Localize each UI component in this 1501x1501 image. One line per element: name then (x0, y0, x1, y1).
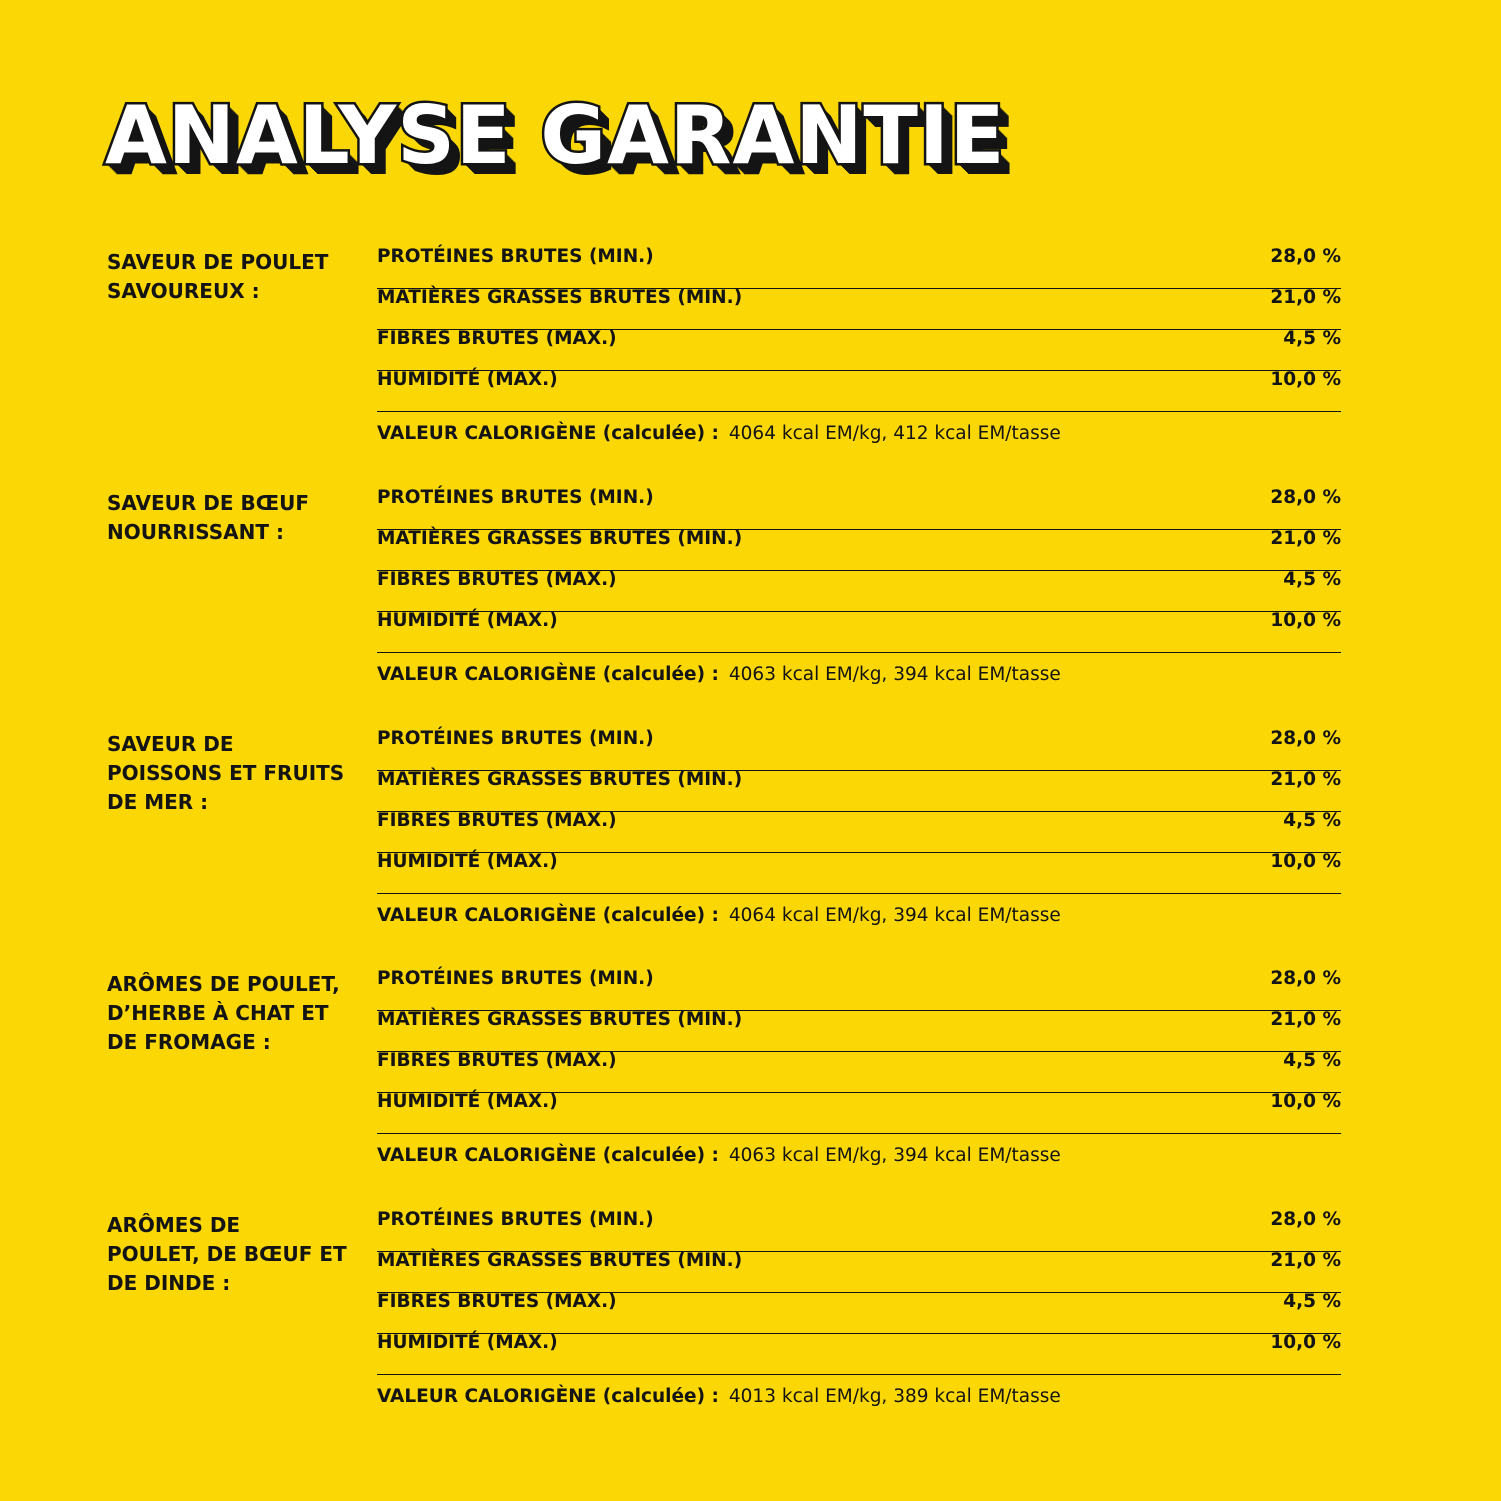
calorie-line (377, 1134, 1341, 1178)
nutrient-label: HUMIDITÉ (MAX.) (377, 1332, 558, 1353)
calorie-line (377, 653, 1341, 697)
analysis-section-beef (107, 489, 1341, 709)
nutrient-value: 4,5 % (1283, 1291, 1341, 1312)
analysis-section-chicken (107, 248, 1341, 468)
analysis-section-turkey (107, 1211, 1341, 1431)
nutrient-row-protein (377, 970, 1341, 1011)
analysis-section-seafood (107, 730, 1341, 950)
nutrient-value: 28,0 % (1270, 968, 1341, 989)
nutrient-value: 28,0 % (1270, 728, 1341, 749)
nutrient-label: HUMIDITÉ (MAX.) (377, 369, 558, 390)
nutrient-row-fiber (377, 571, 1341, 612)
page-title: ANALYSE GARANTIE (105, 89, 1006, 182)
nutrient-value: 4,5 % (1283, 328, 1341, 349)
flavor-name: SAVEUR DE BŒUF NOURRISSANT : (107, 491, 309, 544)
nutrient-row-protein (377, 1211, 1341, 1252)
nutrient-table (377, 970, 1341, 1178)
nutrient-value: 10,0 % (1270, 1091, 1341, 1112)
nutrient-label: PROTÉINES BRUTES (MIN.) (377, 968, 654, 989)
calorie-value: 4064 kcal EM/kg, 394 kcal EM/tasse (728, 905, 1061, 926)
calorie-value: 4064 kcal EM/kg, 412 kcal EM/tasse (728, 423, 1061, 444)
nutrient-label: HUMIDITÉ (MAX.) (377, 851, 558, 872)
calorie-label: VALEUR CALORIGÈNE (calculée) : (377, 905, 719, 926)
nutrient-value: 28,0 % (1270, 246, 1341, 267)
nutrient-label: MATIÈRES GRASSES BRUTES (MIN.) (377, 287, 743, 308)
nutrient-label: PROTÉINES BRUTES (MIN.) (377, 246, 654, 267)
nutrient-label: FIBRES BRUTES (MAX.) (377, 810, 617, 831)
nutrient-label: MATIÈRES GRASSES BRUTES (MIN.) (377, 1009, 743, 1030)
nutrient-value: 10,0 % (1270, 851, 1341, 872)
nutrient-value: 10,0 % (1270, 369, 1341, 390)
calorie-value: 4013 kcal EM/kg, 389 kcal EM/tasse (728, 1386, 1061, 1407)
analysis-section-catnip (107, 970, 1341, 1190)
nutrient-value: 21,0 % (1270, 769, 1341, 790)
nutrient-value: 28,0 % (1270, 1209, 1341, 1230)
flavor-name: ARÔMES DE POULET, D’HERBE À CHAT ET DE FROMAGE : (107, 972, 340, 1054)
nutrient-label: HUMIDITÉ (MAX.) (377, 610, 558, 631)
nutrient-value: 10,0 % (1270, 610, 1341, 631)
nutrient-label: PROTÉINES BRUTES (MIN.) (377, 728, 654, 749)
nutrient-row-fiber (377, 1293, 1341, 1334)
nutrient-label: MATIÈRES GRASSES BRUTES (MIN.) (377, 528, 743, 549)
nutrient-table (377, 1211, 1341, 1419)
nutrient-row-fat (377, 771, 1341, 812)
calorie-label: VALEUR CALORIGÈNE (calculée) : (377, 423, 719, 444)
nutrient-row-fat (377, 530, 1341, 571)
calorie-label: VALEUR CALORIGÈNE (calculée) : (377, 1386, 719, 1407)
nutrient-row-fiber (377, 1052, 1341, 1093)
nutrient-label: PROTÉINES BRUTES (MIN.) (377, 487, 654, 508)
nutrient-value: 21,0 % (1270, 287, 1341, 308)
calorie-line (377, 412, 1341, 456)
nutrient-label: MATIÈRES GRASSES BRUTES (MIN.) (377, 1250, 743, 1271)
nutrient-label: FIBRES BRUTES (MAX.) (377, 1291, 617, 1312)
nutrient-table (377, 730, 1341, 938)
nutrient-row-moisture (377, 1093, 1341, 1134)
nutrient-row-fiber (377, 812, 1341, 853)
nutrient-value: 21,0 % (1270, 1250, 1341, 1271)
flavor-name: SAVEUR DE POULET SAVOUREUX : (107, 250, 329, 303)
nutrient-value: 10,0 % (1270, 1332, 1341, 1353)
nutrient-value: 4,5 % (1283, 569, 1341, 590)
nutrient-label: HUMIDITÉ (MAX.) (377, 1091, 558, 1112)
nutrient-value: 21,0 % (1270, 528, 1341, 549)
nutrient-label: FIBRES BRUTES (MAX.) (377, 328, 617, 349)
nutrient-value: 4,5 % (1283, 1050, 1341, 1071)
nutrient-table (377, 489, 1341, 697)
nutrient-row-moisture (377, 371, 1341, 412)
calorie-value: 4063 kcal EM/kg, 394 kcal EM/tasse (728, 664, 1061, 685)
nutrient-row-moisture (377, 612, 1341, 653)
nutrient-row-protein (377, 730, 1341, 771)
nutrient-value: 28,0 % (1270, 487, 1341, 508)
flavor-name: ARÔMES DE POULET, DE BŒUF ET DE DINDE : (107, 1213, 347, 1295)
calorie-label: VALEUR CALORIGÈNE (calculée) : (377, 664, 719, 685)
nutrient-row-fat (377, 1252, 1341, 1293)
nutrient-row-protein (377, 248, 1341, 289)
nutrient-value: 21,0 % (1270, 1009, 1341, 1030)
nutrient-label: PROTÉINES BRUTES (MIN.) (377, 1209, 654, 1230)
nutrient-table (377, 248, 1341, 456)
nutrient-label: FIBRES BRUTES (MAX.) (377, 1050, 617, 1071)
nutrient-label: MATIÈRES GRASSES BRUTES (MIN.) (377, 769, 743, 790)
calorie-line (377, 1375, 1341, 1419)
nutrient-row-moisture (377, 1334, 1341, 1375)
calorie-label: VALEUR CALORIGÈNE (calculée) : (377, 1145, 719, 1166)
calorie-line (377, 894, 1341, 938)
nutrient-value: 4,5 % (1283, 810, 1341, 831)
nutrient-row-moisture (377, 853, 1341, 894)
nutrient-row-protein (377, 489, 1341, 530)
flavor-name: SAVEUR DE POISSONS ET FRUITS DE MER : (107, 732, 345, 814)
nutrient-row-fiber (377, 330, 1341, 371)
calorie-value: 4063 kcal EM/kg, 394 kcal EM/tasse (728, 1145, 1061, 1166)
nutrient-row-fat (377, 289, 1341, 330)
nutrient-row-fat (377, 1011, 1341, 1052)
nutrient-label: FIBRES BRUTES (MAX.) (377, 569, 617, 590)
